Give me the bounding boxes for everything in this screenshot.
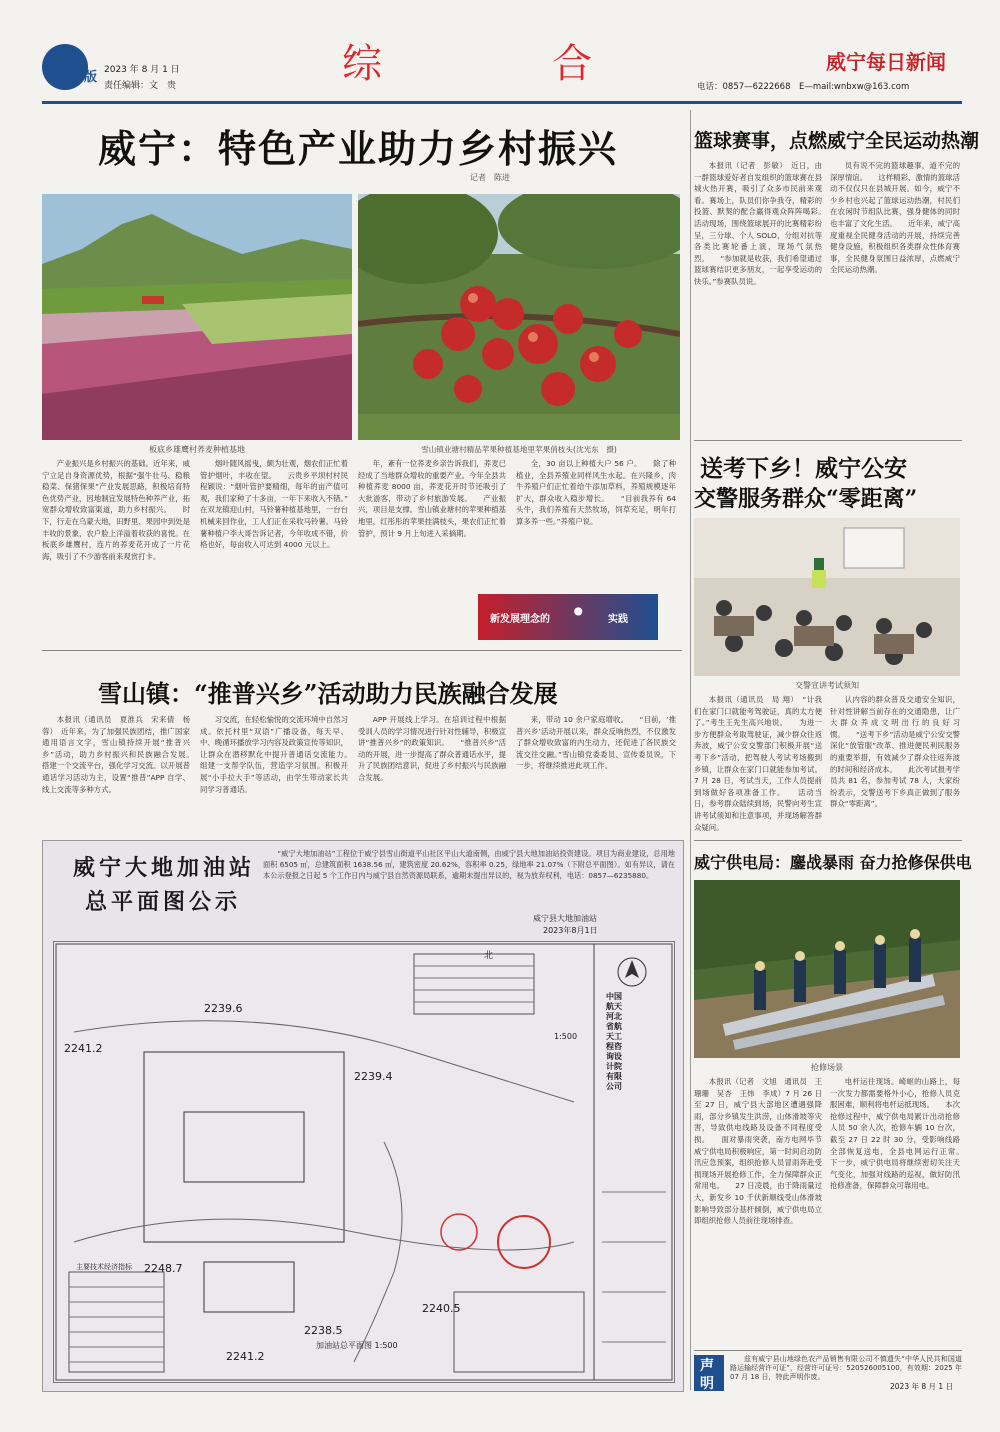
- repair-scene-photo: [694, 880, 960, 1058]
- theme-banner: [478, 594, 658, 640]
- basketball-column-2: 员有说不完的篮球趣事，道不完的深厚情谊。 这样精彩、激情的篮球活动不仅仅只在县城开展。如今，威宁不少乡村也兴起了篮球运动热潮，村民们在农闲时节组队比赛，强身健体的同时也丰富了文化生活。 近年来，威宁高度重视全民健身活动的开展，持续完善健身设施，积极组织各类群众性体育赛事，全民健身氛围日益浓厚，点燃威宁全民运动热潮。: [830, 161, 960, 275]
- editor-credit: 责任编辑：文 贵: [104, 81, 177, 91]
- buckwheat-field-photo: [42, 194, 352, 440]
- contact-info: 电话：0857—6222668 E—mail:wnbxw@163.com: [697, 82, 910, 92]
- notice-body: “威宁大地加油站”工程位于威宁县雪山街道平山社区平山大道南侧，由威宁县大地加油站投资建设。项目为商业建设，总用地面积 6505 ㎡，总建筑面积 1638.56 ㎡，建筑密度 20.62%，容积率 0.25，绿地率 21.07%（下附总平面图）。如有异议，请在本公示登报之日起 5 个工作日内与威宁县自然资源局联系，逾期未提出异议的，视为放弃权利，电话：0857—6235880。: [263, 849, 675, 880]
- site-plan-drawing: [53, 941, 675, 1383]
- plan-title: 加油站总平面图 1:500: [316, 1341, 398, 1350]
- elevation-2: 2241.2: [64, 1042, 103, 1055]
- basketball-column-1: 本报讯（记者 彭敏） 近日，由一群篮球爱好者自发组织的篮球赛在县城火热开赛，吸引了众多市民前来观看。赛场上，队员们你争我夺，精彩的投篮、默契的配合赢得观众阵阵喝彩。 活动现场，围绕篮球展开的比赛精彩纷呈，三分球、个人 SOLO、分组对抗等各类比赛轮番上演，现场气氛热烈。 “参加就是收获，我们希望通过篮球赛结识更多朋友，一起享受运动的快乐。”参赛队员说。: [694, 161, 822, 286]
- lead-column-1: 产业振兴是乡村振兴的基础。近年来，威宁立足自身资源优势，根据“强牛壮马、稳粮稳菜、保猪保果”产业发展思路，积极培育特色优势产业，因地制宜发展特色种养产业，拓宽群众增收致富渠道，助力乡村振兴。 时下，行走在乌蒙大地，田野里、果园中到处是丰收的景象，农户脸上洋溢着收获的喜悦。在板底乡雄鹰村，连片的荞麦花开成了一片花海，吸引了不少游客前来观赏打卡。: [42, 459, 190, 561]
- police-column-2: 认内容的群众普及交通安全知识，针对性讲解当前存在的交通隐患，让广大群众养成文明出行的良好习惯。 “送考下乡”活动是威宁公安交警深化“放管服”改革、推进便民利民服务的重要举措，有效减少了群众往返奔波的时间和经济成本。 此次考试报考学员共 81 名，参加考试 78 人，大家纷纷表示，交警送考下乡真正做到了服务群众“零距离”。: [830, 695, 960, 809]
- elevation-3: 2239.4: [354, 1070, 393, 1083]
- police-caption: 交警宣讲考试须知: [795, 681, 859, 690]
- theme-banner-accent: •: [570, 596, 587, 629]
- power-caption: 抢修场景: [811, 1063, 843, 1072]
- xueshan-headline: 雪山镇：“推普兴乡”活动助力民族融合发展: [98, 679, 558, 708]
- north-label: 北: [484, 951, 494, 961]
- lead-column-2: 烟叶随风摇曳，颇为壮观，烟农们正忙着管护烟叶，丰收在望。 云贵乡平坝村村民程颖说：“烟叶管护要精细，每年的亩产值可观，我们家种了十多亩，一年下来收入不错。” 在双龙镇迎山村，马铃薯种植基地里，一台台机械来回作业，工人们正在采收马铃薯。马铃薯种植户李大哥告诉记者，今年收成不错，价格也好，每亩收入可达到 4000 元以上。: [200, 459, 348, 550]
- power-headline: 威宁供电局：鏖战暴雨 奋力抢修保供电: [694, 853, 972, 872]
- elevation-6: 2238.5: [304, 1324, 343, 1337]
- divider-2: [694, 440, 962, 441]
- statement-label-1: 声: [700, 1358, 714, 1374]
- police-headline-line-1: 送考下乡！威宁公安: [700, 455, 907, 482]
- basketball-headline: 篮球赛事，点燃威宁全民运动热潮: [694, 130, 980, 152]
- notice-date: 2023年8月1日: [543, 926, 598, 935]
- elevation-5: 2240.5: [422, 1302, 461, 1315]
- page-number: 3: [48, 39, 81, 93]
- statement-body: 兹有威宁县山地绿色农产品销售有限公司不慎遗失“中华人民共和国道路运输经营许可证”，经营许可证号：520526005100，有效期：2025 年 07 月 18 日，特此声明作废。: [730, 1355, 962, 1381]
- scale-label: 1:500: [554, 1032, 578, 1041]
- apple-orchard-photo: [358, 194, 680, 440]
- statement-box: [694, 1350, 962, 1391]
- police-column-1: 本报讯（通讯员 局 翔） “计我们在家门口就能考驾驶证，真的太方便了。”考生王先生高兴地说。 为进一步方便群众考取驾驶证，减少群众往返奔波，威宁公安交警部门积极开展“送考下乡”活动，把驾驶人考试考场搬到乡镇，让群众在家门口就能参加考试。7 月 28 日，考试当天，工作人员提前到场做好各项准备工作。 活动当日，参考群众陆续到场，民警向考生宣讲考试须知和注意事项，并现场解答群众疑问。: [694, 695, 822, 832]
- statement-label-2: 明: [700, 1376, 714, 1392]
- elevation-7: 2241.2: [226, 1350, 265, 1363]
- theme-banner-text: 新发展理念的: [490, 614, 550, 625]
- lead-column-4: 全，30 亩以上种植大户 56 户。 除了种植业，全县养殖业同样风生水起。在兴隆乡，肉牛养殖户们正忙着给牛添加草料，养殖规模逐年扩大，群众收入稳步增长。 “目前我养有 64 头牛，我们养殖有天然牧场，饲草充足，明年打算多养一些。”养殖户说。: [516, 459, 676, 526]
- institute-label: 中国航天 河北省航天工程咨询设计院有限公司: [606, 992, 622, 1091]
- elevation-4: 2248.7: [144, 1262, 183, 1275]
- power-column-1: 本报讯（记者 文旭 通讯员 王珊珊 吴杏 王炜 李成）7 月 26 日至 27 日，威宁县大部地区遭遇强降雨，部分乡镇发生洪涝，山体滑坡等灾害，导致供电线路及设备不同程度受损。 面对暴雨突袭，南方电网毕节威宁供电局积极响应，第一时间启动防汛应急预案，组织抢修人员冒雨奔赴受损现场开展抢修工作，全力保障群众正常用电。 27 日凌晨，由于降雨量过大，新发乡 10 千伏新顺线受山体滑坡影响导致部分基杆倾倒，威宁供电局立即组织抢修人员前往现场排查。: [694, 1077, 822, 1226]
- page-suffix: 版: [84, 70, 98, 85]
- notice-title-line-2: 总平面图公示: [85, 889, 242, 915]
- police-headline-line-2: 交警服务群众“零距离”: [694, 486, 918, 512]
- notice-issuer: 威宁县大地加油站: [533, 914, 597, 923]
- lead-byline: 记者 陈进: [470, 173, 510, 182]
- theme-banner-text-2: 实践: [608, 614, 628, 625]
- gas-station-notice: [42, 840, 684, 1392]
- power-column-2: 电杆运往现场。崎岖的山路上，每一次发力都需要格外小心，抢修人员克服困难，顺利将电杆运抵现场。 本次抢修过程中，威宁供电局累计出动抢修人员 50 余人次，抢修车辆 10 台次，截至 27 日 22 时 30 分，受影响线路全部恢复送电，全县电网运行正常。 下一步，威宁供电局将继续密切关注天气变化，加强对线路的巡视，做好防汛抢修准备，保障群众可靠用电。: [830, 1077, 960, 1191]
- right-column-rule: [690, 110, 691, 1390]
- lead-headline: 威宁：特色产业助力乡村振兴: [98, 126, 619, 171]
- notice-title-line-1: 威宁大地加油站: [73, 855, 256, 881]
- section-title: 综 合: [342, 41, 622, 87]
- statement-date: 2023 年 8 月 1 日: [890, 1382, 954, 1391]
- divider: [42, 650, 682, 651]
- xueshan-column-3: APP 开展线上学习。在培训过程中根据受训人员的学习情况进行针对性辅导，积极宣讲“推普兴乡”的政策知识。 “推普兴乡”活动的开展，进一步提高了群众普通话水平，提升了民族团结意识，促进了乡村振兴与民族融合发展。: [358, 715, 506, 782]
- masthead: [42, 36, 962, 100]
- paper-name: 威宁每日新闻: [826, 50, 946, 74]
- issue-date: 2023 年 8 月 1 日: [104, 65, 180, 75]
- divider-3: [694, 840, 962, 841]
- tech-table-title: 主要技术经济指标: [76, 1263, 132, 1271]
- exam-room-photo: [694, 518, 960, 676]
- elevation-1: 2239.6: [204, 1002, 243, 1015]
- xueshan-column-4: 来，带动 10 余户家庭增收。 “目前，‘推普兴乡’活动开展以来，群众反响热烈，不仅激发了群众增收致富的内生动力，还促进了各民族交流交往交融。”雪山镇党委委员、宣传委员说，下一步，将继续推进此项工作。: [516, 715, 676, 771]
- lead-caption-right: 雪山镇业塘村精品苹果种植基地里苹果俏枝头(沈光东 摄): [421, 445, 617, 454]
- masthead-rule: [42, 101, 962, 104]
- lead-caption-left: 板底乡雄鹰村荞麦种植基地: [149, 445, 245, 454]
- xueshan-column-1: 本报讯（通讯员 夏淮兵 宋来倩 杨蓉） 近年来，为了加强民族团结，推广国家通用语言文字，雪山镇持续开展“推普兴乡”活动，助力乡村振兴和民族融合发展。 搭建一个交流平台，强化学习交流。以开展普通话学习活动为主，设置“推普”APP 自学、线上交流等多种方式。: [42, 715, 190, 794]
- lead-column-3: 年，紊有一位荞麦乡亲告诉我们，荞麦已经成了当地群众增收的重要产业。今年全县共种植荞麦 8000 亩，荞麦花开时节还吸引了大批游客，带动了乡村旅游发展。 产业振兴，项目是支撑。雪山镇业塘村的苹果种植基地里，红彤彤的苹果挂满枝头，果农们正忙着管护，预计 9 月上旬进入采摘期。: [358, 459, 506, 538]
- xueshan-column-2: 习交流，在轻松愉悦的交流环境中自然习成。依托村里“双语”广播设备，每天早、中、晚循环播放学习内容及政策宣传等知识，让群众在潜移默化中提升普通话交流能力。 组建一支帮学队伍，营造学习氛围。积极开展“小手拉大手”等活动，由学生带动家长共同学习普通话。: [200, 715, 348, 794]
